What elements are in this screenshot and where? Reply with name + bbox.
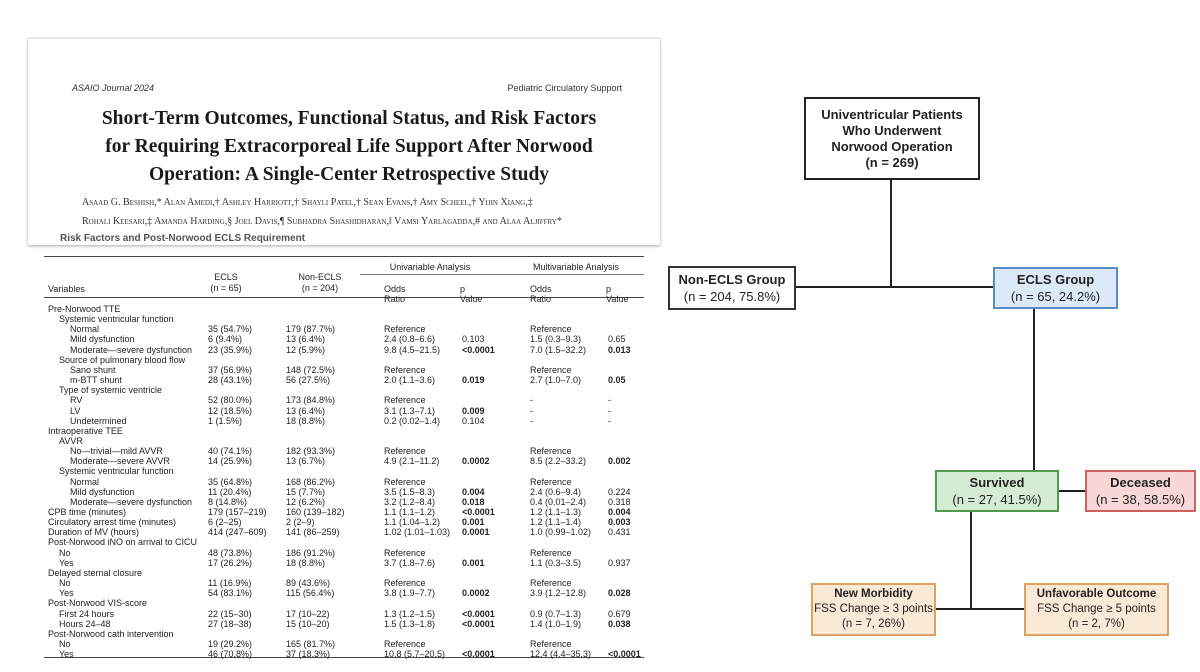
multi-odds-ratio: 1.4 (1.0–1.9) (530, 618, 582, 629)
univ-odds-ratio: 1.1 (1.1–1.2) (384, 507, 436, 517)
ecls-count: (n = 65, 24.2%) (1010, 289, 1101, 304)
ecls-value: 6 (2–25) (208, 517, 242, 528)
non-ecls-value: 148 (72.5%) (286, 364, 336, 375)
multi-p-value: 0.013 (608, 344, 631, 355)
row-label: Mild dysfunction (70, 334, 135, 345)
ecls-value: 46 (70.8%) (208, 649, 253, 660)
row-label: Normal (70, 324, 100, 335)
multi-p-value: 0.679 (608, 608, 631, 619)
row-label: Yes (59, 588, 74, 599)
header-p-univ: p Value (460, 284, 483, 304)
univ-odds-ratio: Reference (384, 446, 426, 457)
header-ecls-n: (n = 65) (210, 283, 242, 293)
row-label: Post-Norwood cath intervention (48, 628, 174, 639)
univ-p-value: <0.0001 (462, 618, 495, 629)
non-ecls-value: 13 (6.4%) (286, 334, 326, 345)
non-ecls-value: 182 (93.3%) (286, 446, 336, 457)
univ-odds-ratio: 2.4 (0.8–6.6) (384, 334, 436, 345)
header-multivariable: Multivariable Analysis (532, 262, 620, 272)
non-ecls-value: 179 (87.7%) (286, 324, 336, 335)
header-or-multi: Odds Ratio (530, 284, 552, 304)
non-ecls-value: 56 (27.5%) (286, 375, 331, 386)
univ-p-value: 0.104 (462, 415, 485, 426)
root-line: (n = 269) (865, 154, 919, 170)
multi-p-value: 0.002 (608, 456, 631, 467)
row-label: First 24 hours (59, 608, 115, 619)
univ-odds-ratio: 1.5 (1.3–1.8) (384, 618, 436, 629)
multi-odds-ratio: 1.2 (1.1–1.3) (530, 507, 582, 517)
univ-odds-ratio: Reference (384, 578, 426, 589)
univ-odds-ratio: 3.2 (1.2–8.4) (384, 496, 436, 507)
univ-odds-ratio: 1.1 (1.04–1.2) (384, 517, 441, 528)
deceased-box (1085, 470, 1196, 512)
survived-title: Survived (969, 475, 1025, 490)
title-line: for Requiring Extracorporeal Life Support After Norwood (105, 136, 593, 157)
multi-odds-ratio: 0.4 (0.01–2.4) (530, 496, 587, 507)
multi-odds-ratio: Reference (530, 446, 572, 457)
title-line: Operation: A Single-Center Retrospective Study (148, 164, 550, 185)
univ-odds-ratio: 3.5 (1.5–8.3) (384, 486, 436, 497)
non-ecls-value: 12 (6.2%) (286, 496, 326, 507)
ecls-value: 35 (54.7%) (208, 324, 253, 335)
non-ecls-value: 13 (6.4%) (286, 405, 326, 416)
row-label: No—trivial—mild AVVR (70, 446, 163, 457)
univ-p-value: 0.019 (462, 375, 485, 386)
root-line: Who Underwent (842, 122, 942, 138)
ecls-value: 52 (80.0%) (208, 395, 253, 406)
row-label: Systemic ventricular function (59, 314, 174, 325)
multi-p-value: 0.028 (608, 588, 631, 599)
root-line: Norwood Operation (831, 138, 953, 154)
row-label: Yes (59, 649, 74, 660)
multi-odds-ratio: 12.4 (4.4–35.3) (530, 649, 592, 660)
row-label: Mild dysfunction (70, 486, 135, 497)
ecls-value: 23 (35.9%) (208, 344, 253, 355)
row-label: No (59, 547, 71, 558)
row-label: m-BTT shunt (70, 375, 122, 386)
non-ecls-value: 165 (81.7%) (286, 638, 336, 649)
row-label: Sano shunt (70, 364, 116, 375)
univ-p-value: <0.0001 (462, 649, 495, 660)
univ-p-value: <0.0001 (462, 507, 495, 517)
multi-p-value: <0.0001 (608, 649, 641, 660)
author-line: Rohali Keesari,‡ Amanda Harding,§ Joel Davis,¶ Subhadra Shashidharan,‖ Vamsi Yarlagadda,# and Alaa Aljiffry* (82, 216, 562, 227)
univ-p-value: 0.0002 (462, 588, 490, 599)
row-label: Post-Norwood VIS-score (48, 598, 148, 609)
multi-odds-ratio: Reference (530, 324, 572, 335)
row-label: AVVR (59, 435, 83, 446)
non-ecls-value: 18 (8.8%) (286, 415, 326, 426)
ecls-value: 6 (9.4%) (208, 334, 243, 345)
row-label: Hours 24–48 (59, 618, 111, 629)
deceased-title: Deceased (1110, 475, 1171, 490)
header-p-multi: p Value (606, 284, 629, 304)
morbidity-criterion: FSS Change ≥ 3 points (814, 603, 933, 615)
multi-p-value: 0.224 (608, 486, 631, 497)
ecls-title: ECLS Group (1016, 272, 1095, 287)
multi-p-value: - (608, 415, 611, 426)
paper-title (68, 105, 630, 189)
ecls-value: 179 (157–219) (208, 507, 267, 517)
non-ecls-value: 37 (18.3%) (286, 649, 331, 660)
univ-odds-ratio: 1.02 (1.01–1.03) (384, 527, 451, 538)
ecls-value: 37 (56.9%) (208, 364, 253, 375)
multi-p-value: - (608, 405, 611, 416)
univ-p-value: 0.0002 (462, 456, 490, 467)
non-ecls-value: 18 (8.8%) (286, 557, 326, 568)
non-ecls-value: 15 (7.7%) (286, 486, 326, 497)
univ-p-value: 0.004 (462, 486, 485, 497)
non-ecls-value: 17 (10–22) (286, 608, 330, 619)
ecls-value: 12 (18.5%) (208, 405, 253, 416)
non-ecls-value: 141 (86–259) (286, 527, 340, 538)
multi-odds-ratio: - (530, 405, 533, 416)
journal-name: ASAIO Journal 2024 (72, 83, 155, 93)
row-label: Type of systemic ventricle (59, 385, 163, 396)
row-label: Undetermined (70, 415, 127, 426)
multi-p-value: 0.937 (608, 557, 631, 568)
row-label: Post-Norwood iNO on arrival to CICU (48, 537, 198, 548)
multi-odds-ratio: 2.4 (0.6–9.4) (530, 486, 582, 497)
non-ecls-value: 173 (84.8%) (286, 395, 336, 406)
row-label: CPB time (minutes) (48, 507, 127, 517)
univ-p-value: <0.0001 (462, 344, 495, 355)
univ-p-value: 0.009 (462, 405, 485, 416)
univ-p-value: <0.0001 (462, 608, 495, 619)
row-label: Pre-Norwood TTE (48, 304, 121, 314)
cropped-table-caption: Risk Factors and Post-Norwood ECLS Requirement (60, 233, 306, 244)
multi-odds-ratio: 1.0 (0.99–1.02) (530, 527, 592, 538)
multi-odds-ratio: Reference (530, 578, 572, 589)
univ-odds-ratio: Reference (384, 547, 426, 558)
row-label: Source of pulmonary blood flow (59, 354, 186, 365)
ecls-value: 19 (29.2%) (208, 638, 253, 649)
row-label: Yes (59, 557, 74, 568)
non-ecls-value: 13 (6.7%) (286, 456, 326, 467)
univ-odds-ratio: Reference (384, 364, 426, 375)
unfavorable-criterion: FSS Change ≥ 5 points (1037, 603, 1156, 615)
header-ecls: ECLS (214, 272, 238, 282)
header-nonecls: Non-ECLS (298, 272, 342, 282)
multi-odds-ratio: 1.1 (0.3–3.5) (530, 557, 582, 568)
header-univariable: Univariable Analysis (389, 262, 471, 272)
ecls-value: 11 (20.4%) (208, 486, 252, 497)
univ-odds-ratio: 4.9 (2.1–11.2) (384, 456, 440, 467)
univ-p-value: 0.0001 (462, 527, 490, 538)
morbidity-title: New Morbidity (834, 588, 913, 600)
row-label: Circulatory arrest time (minutes) (48, 517, 177, 528)
table-rule (360, 274, 644, 275)
row-label: Delayed sternal closure (48, 567, 143, 578)
ecls-value: 35 (64.8%) (208, 476, 253, 487)
multi-odds-ratio: 1.5 (0.3–9.3) (530, 334, 582, 345)
non-ecls-value: 168 (86.2%) (286, 476, 336, 487)
non-ecls-value: 160 (139–182) (286, 507, 345, 517)
row-label: Moderate—severe dysfunction (70, 496, 193, 507)
univ-odds-ratio: 3.1 (1.3–7.1) (384, 405, 436, 416)
univ-odds-ratio: Reference (384, 476, 426, 487)
multi-odds-ratio: 3.9 (1.2–12.8) (530, 588, 587, 599)
ecls-value: 11 (16.9%) (208, 578, 252, 589)
non-ecls-value: 89 (43.6%) (286, 578, 331, 589)
row-label: No (59, 578, 71, 589)
row-label: RV (70, 395, 83, 406)
univ-odds-ratio: Reference (384, 638, 426, 649)
multi-p-value: - (608, 395, 611, 406)
row-label: Systemic ventricular function (59, 466, 174, 477)
ecls-value: 1 (1.5%) (208, 415, 243, 426)
row-label: Normal (70, 476, 100, 487)
multi-odds-ratio: Reference (530, 547, 572, 558)
unfavorable-outcome-box (1024, 583, 1169, 636)
non-ecls-value: 186 (91.2%) (286, 547, 336, 558)
univ-odds-ratio: 10.8 (5.7–20.5) (384, 649, 446, 660)
non-ecls-value: 115 (56.4%) (286, 588, 335, 599)
multi-odds-ratio: Reference (530, 476, 572, 487)
univ-odds-ratio: 9.8 (4.5–21.5) (384, 344, 441, 355)
univ-odds-ratio: 3.8 (1.9–7.7) (384, 588, 436, 599)
survived-box (935, 470, 1059, 512)
multi-odds-ratio: Reference (530, 638, 572, 649)
non-ecls-count: (n = 204, 75.8%) (683, 289, 781, 304)
non-ecls-value: 15 (10–20) (286, 618, 330, 629)
univ-odds-ratio: Reference (384, 395, 426, 406)
univ-odds-ratio: 2.0 (1.1–3.6) (384, 375, 436, 386)
deceased-count: (n = 38, 58.5%) (1095, 492, 1186, 507)
univ-odds-ratio: 3.7 (1.8–7.6) (384, 557, 436, 568)
survived-count: (n = 27, 41.5%) (952, 492, 1042, 507)
multi-p-value: 0.004 (608, 507, 631, 517)
row-label: LV (70, 405, 81, 416)
multi-odds-ratio: 8.5 (2.2–33.2) (530, 456, 587, 467)
row-label: Intraoperative TEE (48, 425, 123, 436)
non-ecls-box (668, 266, 796, 310)
multi-p-value: 0.65 (608, 334, 626, 345)
ecls-value: 414 (247–609) (208, 527, 267, 538)
ecls-value: 17 (26.2%) (208, 557, 253, 568)
author-line: Asaad G. Beshish,* Alan Amedi,† Ashley Harriott,† Shayli Patel,† Sean Evans,† Amy Scheel,† Yijin Xiang,‡ (82, 197, 533, 208)
multi-p-value: 0.431 (608, 527, 631, 538)
new-morbidity-box (811, 583, 936, 636)
row-label: Moderate—severe AVVR (70, 456, 170, 467)
flowchart (660, 0, 1200, 672)
row-label: No (59, 638, 71, 649)
multi-p-value: 0.003 (608, 517, 631, 528)
unfavorable-title: Unfavorable Outcome (1036, 588, 1157, 600)
header-or-univ: Odds Ratio (384, 284, 406, 304)
multi-odds-ratio: 0.9 (0.7–1.3) (530, 608, 582, 619)
multi-odds-ratio: Reference (530, 364, 572, 375)
paper-header-card (28, 38, 660, 245)
row-label: Duration of MV (hours) (48, 527, 140, 538)
non-ecls-value: 12 (5.9%) (286, 344, 326, 355)
unfavorable-count: (n = 2, 7%) (1068, 618, 1125, 630)
table-rule (44, 297, 644, 298)
ecls-value: 28 (43.1%) (208, 375, 253, 386)
multi-odds-ratio: 7.0 (1.5–32.2) (530, 344, 587, 355)
ecls-value: 14 (25.9%) (208, 456, 253, 467)
multi-p-value: 0.05 (608, 375, 626, 386)
ecls-value: 8 (14.8%) (208, 496, 248, 507)
table-rule (44, 256, 644, 257)
non-ecls-value: 2 (2–9) (286, 517, 315, 528)
univ-p-value: 0.018 (462, 496, 485, 507)
univ-odds-ratio: 0.2 (0.02–1.4) (384, 415, 441, 426)
multi-p-value: 0.038 (608, 618, 631, 629)
univ-p-value: 0.103 (462, 334, 485, 345)
author-list (82, 193, 630, 231)
root-line: Univentricular Patients (821, 106, 963, 122)
univ-p-value: 0.001 (462, 557, 485, 568)
row-label: Moderate—severe dysfunction (70, 344, 193, 355)
multi-p-value: 0.318 (608, 496, 631, 507)
root-box (804, 97, 980, 180)
ecls-value: 48 (73.8%) (208, 547, 253, 558)
ecls-box (993, 267, 1118, 309)
multi-odds-ratio: - (530, 415, 533, 426)
ecls-value: 40 (74.1%) (208, 446, 253, 457)
univ-odds-ratio: Reference (384, 324, 426, 335)
univ-odds-ratio: 1.3 (1.2–1.5) (384, 608, 436, 619)
multi-odds-ratio: 2.7 (1.0–7.0) (530, 375, 582, 386)
morbidity-count: (n = 7, 26%) (842, 618, 905, 630)
header-variables: Variables (48, 284, 85, 294)
ecls-value: 54 (83.1%) (208, 588, 253, 599)
ecls-value: 27 (18–38) (208, 618, 252, 629)
multi-odds-ratio: 1.2 (1.1–1.4) (530, 517, 582, 528)
ecls-value: 22 (15–30) (208, 608, 252, 619)
univ-p-value: 0.001 (462, 517, 485, 528)
non-ecls-title: Non-ECLS Group (678, 272, 786, 287)
title-line: Short-Term Outcomes, Functional Status, and Risk Factors (101, 108, 597, 129)
multi-odds-ratio: - (530, 395, 533, 406)
section-name: Pediatric Circulatory Support (507, 83, 622, 93)
header-nonecls-n: (n = 204) (301, 283, 339, 293)
